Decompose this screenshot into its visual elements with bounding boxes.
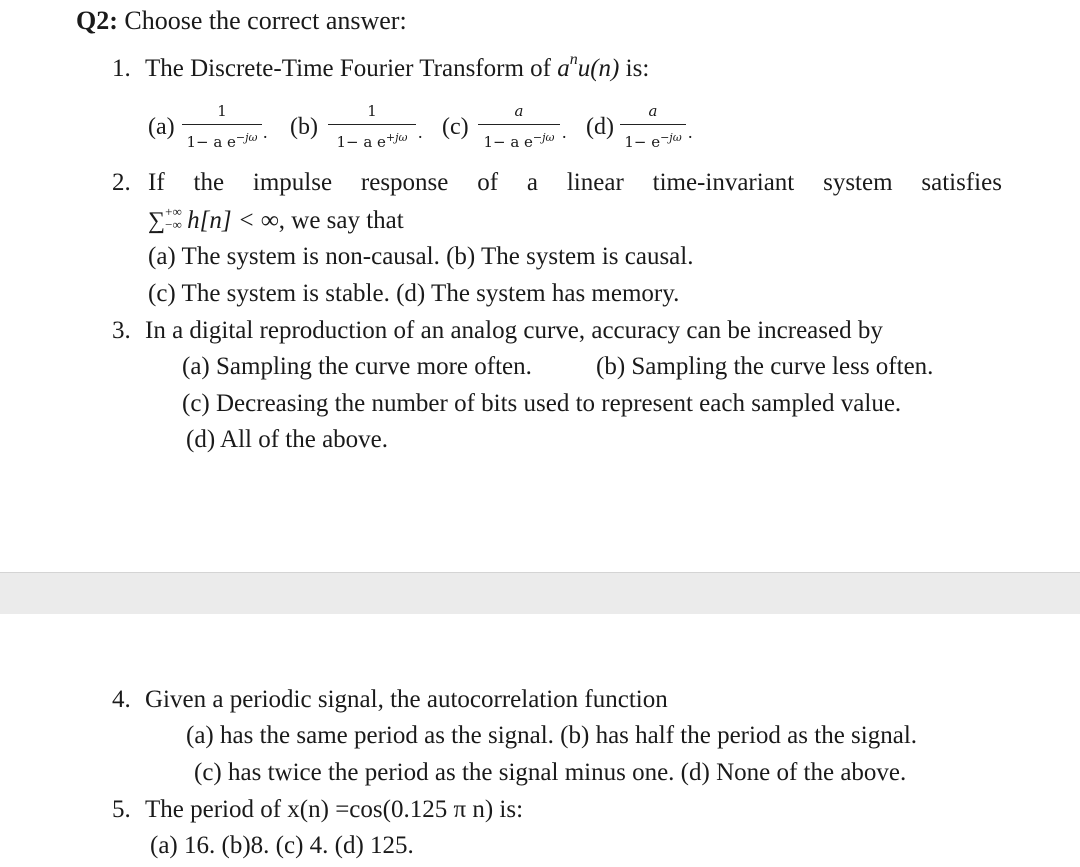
question-1 [112,45,649,84]
q3-option-c: (c) Decreasing the number of bits used to represent each sampled value. [182,390,902,417]
math-exponent: n [569,51,578,68]
question-5 [112,795,523,825]
fraction-denominator [182,127,262,149]
denominator-exponent: −jω [532,131,555,144]
fraction-bar [328,124,416,125]
math-base: a [557,55,570,82]
numerator-value: a [514,102,524,120]
option-label: (c) [442,114,469,140]
word: satisfies [921,169,1002,196]
numerator-value: a [648,102,658,120]
word: time-invariant [652,169,795,196]
sum-lower-limit: −∞ [165,217,182,232]
question-number: 2. [112,169,131,196]
fraction-numerator [620,100,686,122]
fraction-denominator [478,127,560,149]
question-number: 3. [112,317,131,344]
page-separator [0,572,1080,616]
option-label: (b) [290,114,318,140]
word: the [193,169,225,196]
fraction-bar [182,124,262,125]
denominator-base: 1− e [624,133,661,151]
sum-upper-limit: +∞ [165,204,182,219]
option-fraction [328,100,416,149]
q3-option-d: (d) All of the above. [186,426,389,453]
summation-symbol: ∑ [148,208,166,234]
fraction-bar [620,124,686,125]
question-text: In a digital reproduction of an analog curve, accuracy can be increased by [145,317,883,344]
q2-options-cd: (c) The system is stable. (d) The system has memory. [148,280,680,307]
question-3 [112,316,883,346]
question-number: 1. [112,55,131,82]
question-text: The period of x(n) =cos(0.125 π n) is: [145,796,524,823]
denominator-base: 1− a e [336,133,386,151]
question-number: 5. [112,796,131,823]
math-function: u(n) [577,55,620,82]
word: linear [566,169,624,196]
question-4 [112,685,668,715]
q3-option-a: (a) Sampling the curve more often. [182,353,532,380]
word: a [526,169,539,196]
question-2-text [148,168,1002,198]
word: response [360,169,449,196]
option-fraction [620,100,686,149]
q2-options-ab: (a) The system is non-causal. (b) The system is causal. [148,243,694,270]
fraction-denominator [620,127,686,149]
fraction-numerator: 1 [367,102,377,120]
q4-options-cd: (c) has twice the period as the signal minus one. (d) None of the above. [194,759,907,786]
word: impulse [252,169,333,196]
option-label: (a) [148,114,175,140]
q4-options-ab: (a) has the same period as the signal. (b) has half the period as the signal. [186,722,918,749]
word: If [148,169,165,196]
question-2-condition [148,205,404,236]
separator: . [688,122,693,142]
separator: . [562,122,567,142]
denominator-base: 1− a e [483,133,533,151]
question-2 [112,168,131,198]
separator: . [418,122,423,142]
option-fraction [478,100,560,149]
word: system [823,169,893,196]
q3-option-b: (b) Sampling the curve less often. [596,353,934,380]
q5-options: (a) 16. (b)8. (c) 4. (d) 125. [150,832,414,859]
document-page-2 [0,614,1080,867]
summation-limits [165,205,187,231]
denominator-exponent: +jω [385,131,408,144]
option-fraction [182,100,262,149]
separator: . [263,122,268,142]
fraction-numerator [478,100,560,122]
fraction-denominator [328,127,416,149]
question-text: The Discrete-Time Fourier Transform of [145,55,558,82]
denominator-exponent: −jω [235,131,258,144]
fraction-numerator: 1 [217,102,227,120]
question-text-end: is: [619,55,650,82]
condition-rest: , we say that [278,207,404,234]
fraction-bar [478,124,560,125]
word: of [477,169,499,196]
question-text: Given a periodic signal, the autocorrelation function [145,686,668,713]
option-label: (d) [586,114,614,140]
section-label: Q2: [76,6,118,35]
question-number: 4. [112,686,131,713]
denominator-base: 1− a e [186,133,236,151]
section-heading [76,6,407,36]
sum-expression: h[n] < ∞ [187,207,279,234]
section-instruction: Choose the correct answer: [124,6,407,35]
denominator-exponent: −jω [660,131,682,144]
